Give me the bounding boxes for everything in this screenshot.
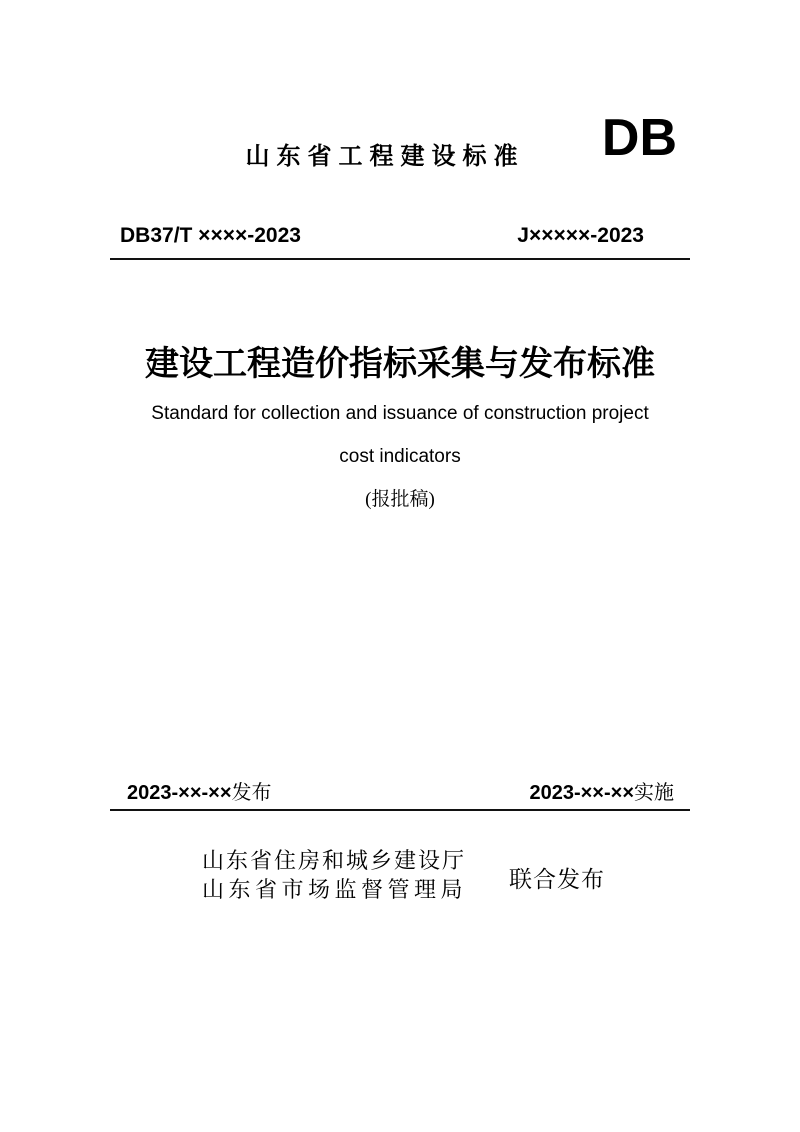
document-title-en-line1: Standard for collection and issuance of construction project [151,403,649,424]
publisher-list [202,846,467,904]
publisher-housing-dept: 山东省住房和城乡建设厅 [202,848,467,873]
document-title-en-line2: cost indicators [339,446,461,467]
publisher-block [202,846,605,904]
date-row [112,776,688,805]
document-title-zh: 建设工程造价指标采集与发布标准 [145,346,655,383]
implement-date-value: 2023-××-×× [529,782,634,804]
bottom-divider [110,809,690,811]
issue-date-label: 发布 [231,782,272,804]
standard-code: DB37/T ××××-2023 [120,224,301,247]
issue-date [112,776,272,805]
record-code: J×××××-2023 [517,224,644,247]
implement-date-label: 实施 [634,782,674,804]
implement-date [529,776,688,805]
top-divider [110,258,690,260]
issue-date-value: 2023-××-×× [127,782,232,804]
joint-publish-label: 联合发布 [509,865,606,892]
standard-category-label: 山东省工程建设标准 [245,143,525,170]
db-logo: DB [601,109,677,167]
draft-note: (报批稿) [365,489,435,510]
code-row [112,224,688,248]
publisher-market-bureau: 山东省市场监督管理局 [202,877,468,902]
